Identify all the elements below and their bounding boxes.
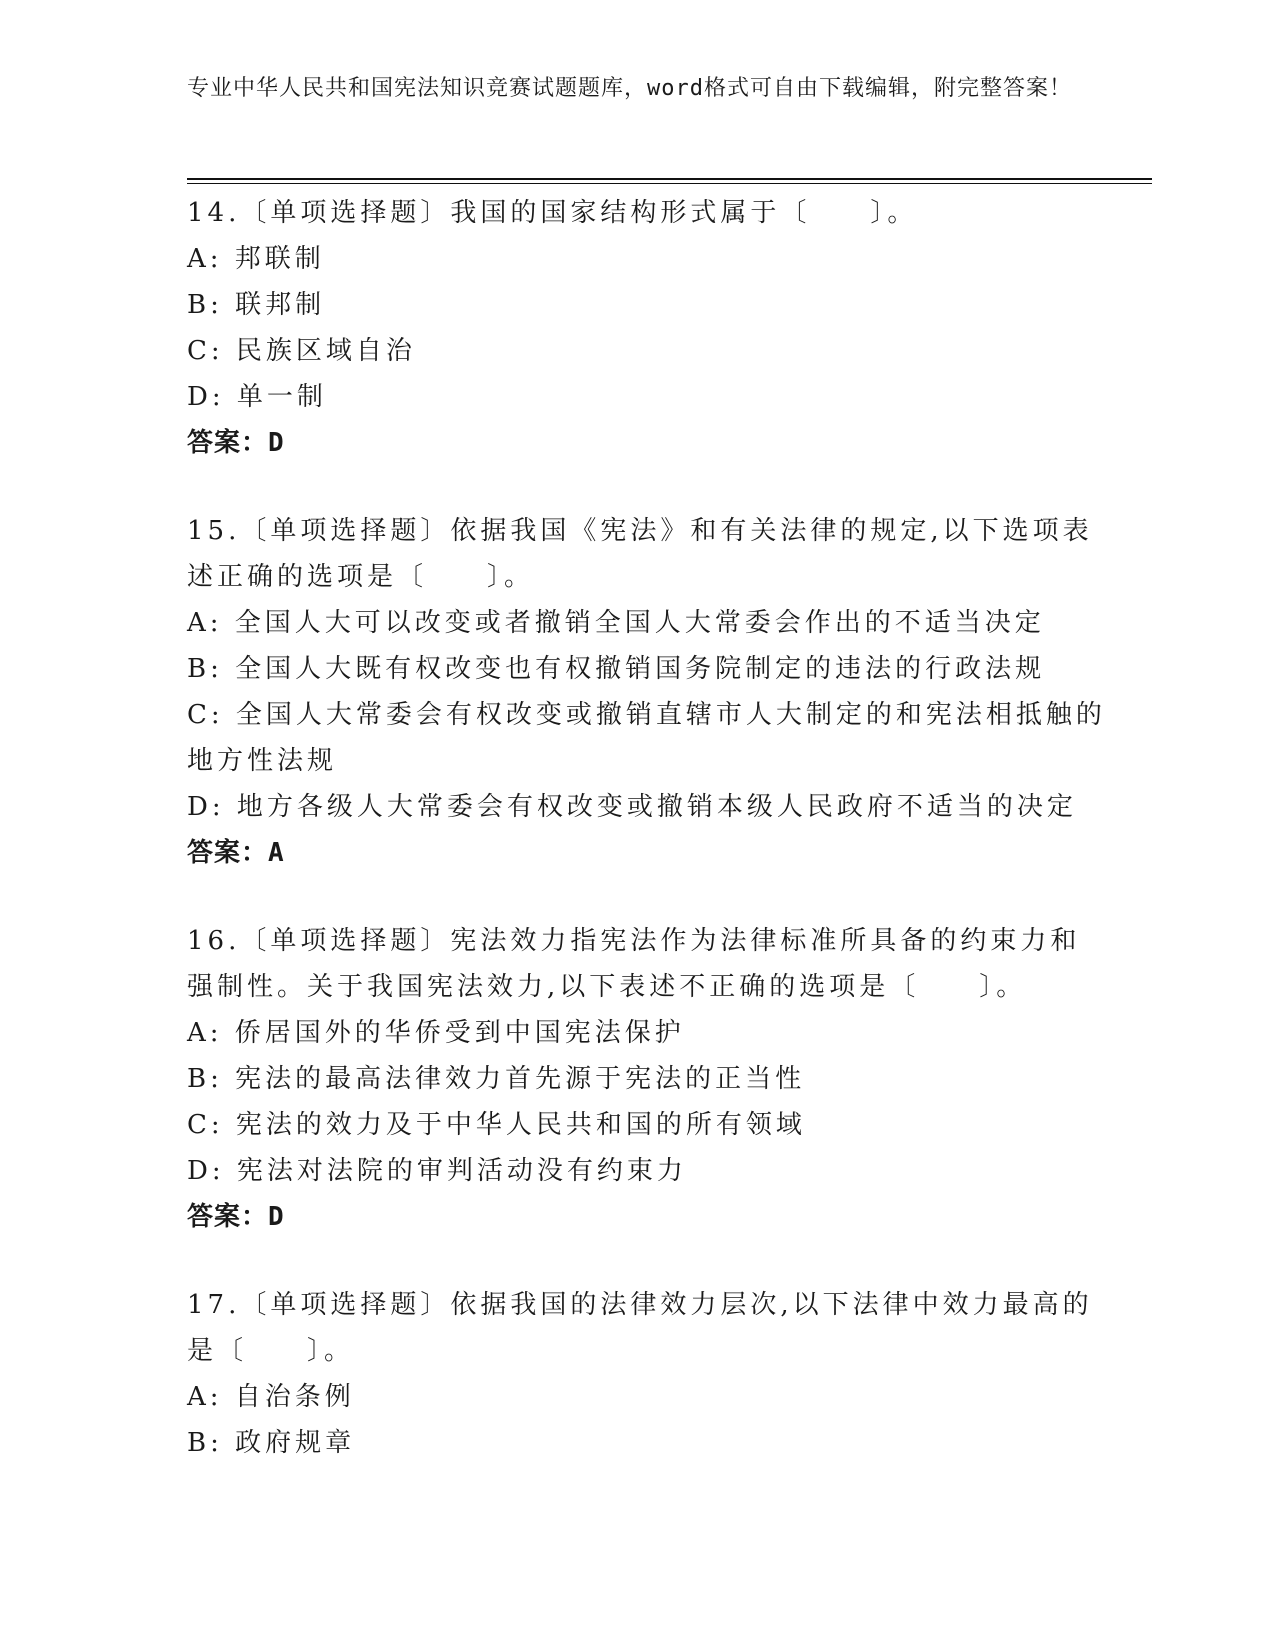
- option-b: B: 政府规章: [187, 1428, 356, 1458]
- option-a: A: 邦联制: [187, 244, 325, 274]
- header-divider-thick: [187, 178, 1152, 180]
- answer-label: 答案：A: [187, 838, 285, 868]
- option-b: B: 联邦制: [187, 290, 326, 320]
- header-divider-thin: [187, 183, 1152, 184]
- answer-label: 答案：D: [187, 428, 285, 458]
- option-d: D: 地方各级人大常委会有权改变或撤销本级人民政府不适当的决定: [187, 792, 1077, 822]
- question-stem: 16.〔单项选择题〕宪法效力指宪法作为法律标准所具备的约束力和强制性。关于我国宪法效力,以下表述不正确的选项是〔 〕。: [187, 926, 1081, 1002]
- option-b: B: 宪法的最高法律效力首先源于宪法的正当性: [187, 1064, 806, 1094]
- option-c: C: 宪法的效力及于中华人民共和国的所有领域: [187, 1110, 806, 1140]
- question-stem: 15.〔单项选择题〕依据我国《宪法》和有关法律的规定,以下选项表述正确的选项是〔 〕。: [187, 516, 1093, 592]
- question-17: [187, 1282, 1107, 1466]
- question-14: [187, 190, 1107, 466]
- question-16: [187, 918, 1107, 1240]
- document-header: 专业中华人民共和国宪法知识竞赛试题题库，word格式可自由下载编辑，附完整答案！: [187, 76, 1072, 101]
- option-c: C: 全国人大常委会有权改变或撤销直辖市人大制定的和宪法相抵触的地方性法规: [187, 700, 1106, 776]
- option-a: A: 侨居国外的华侨受到中国宪法保护: [187, 1018, 685, 1048]
- question-stem: 17.〔单项选择题〕依据我国的法律效力层次,以下法律中效力最高的是〔 〕。: [187, 1290, 1093, 1366]
- question-15: [187, 508, 1107, 876]
- question-list: [187, 190, 1107, 1466]
- option-d: D: 单一制: [187, 382, 327, 412]
- option-d: D: 宪法对法院的审判活动没有约束力: [187, 1156, 687, 1186]
- option-c: C: 民族区域自治: [187, 336, 416, 366]
- option-a: A: 自治条例: [187, 1382, 355, 1412]
- option-a: A: 全国人大可以改变或者撤销全国人大常委会作出的不适当决定: [187, 608, 1045, 638]
- question-stem: 14.〔单项选择题〕我国的国家结构形式属于〔 〕。: [187, 198, 918, 228]
- option-b: B: 全国人大既有权改变也有权撤销国务院制定的违法的行政法规: [187, 654, 1046, 684]
- answer-label: 答案：D: [187, 1202, 285, 1232]
